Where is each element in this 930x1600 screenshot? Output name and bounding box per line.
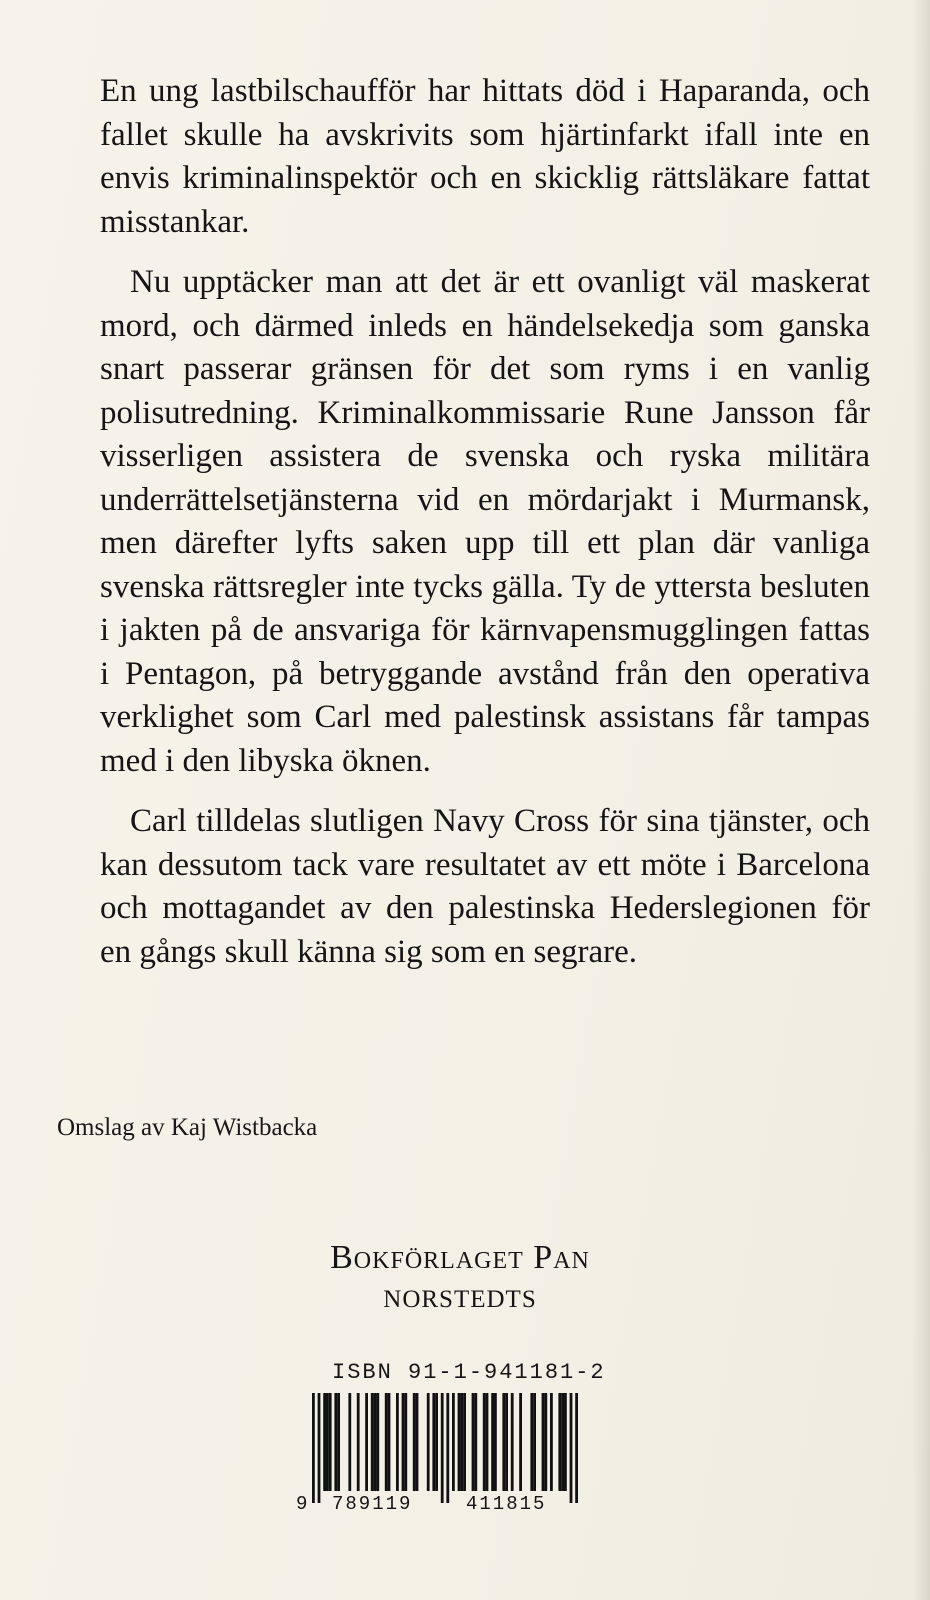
barcode-bar	[435, 1393, 438, 1491]
barcode-bar	[388, 1393, 391, 1491]
barcode-bar	[452, 1393, 455, 1491]
blurb-paragraph: Nu upptäcker man att det är ett ovanligt väl maskerat mord, och därmed inleds en händelsekedja som ganska snart passerar gränsen för det som ryms i en vanlig polisutredning. Kriminalkommissarie Rune Jansson får visserligen assistera de svenska och ryska militära underrättelsetjänsterna vid en mördarjakt i Murmansk, men därefter lyfts saken upp till ett plan där vanliga svenska rättsregler inte tycks gälla. Ty de yttersta besluten i jakten på de ansvariga för kärnvapensmugglingen fattas i Pentagon, på betryggande avstånd från den operativa verklighet som Carl med palestinsk assistans får tampas med i den libyska öknen.	[100, 264, 870, 779]
publisher-name: Bokförlaget Pan	[330, 1239, 590, 1276]
barcode-bar	[463, 1393, 466, 1491]
barcode-bar	[404, 1393, 407, 1491]
barcode-bar	[486, 1393, 489, 1491]
barcode-bar	[365, 1393, 368, 1491]
barcode-bar	[474, 1393, 477, 1491]
publisher-imprint: NORSTEDTS	[383, 1286, 537, 1313]
blurb-paragraph: Carl tilldelas slutligen Navy Cross för sina tjänster, och kan dessutom tack vare resultatet av ett möte i Barcelona och mottagandet av den palestinska Hederslegionen för en gångs skull känna sig som en segrare.	[100, 803, 870, 970]
barcode-guard-bar	[570, 1393, 573, 1503]
barcode-guard-bar	[441, 1393, 444, 1503]
barcode-bar	[357, 1393, 360, 1491]
barcode-bar	[376, 1393, 379, 1491]
barcode-bar	[374, 1393, 377, 1491]
barcode	[296, 1393, 606, 1533]
barcode-bar	[491, 1393, 494, 1491]
barcode-bar	[511, 1393, 514, 1491]
barcode-bar	[326, 1393, 329, 1491]
barcode-bar	[348, 1393, 351, 1491]
blurb-paragraph: En ung lastbilschaufför har hittats död i Haparanda, och fallet skulle ha avskrivits som hjärtinfarkt ifall inte en envis kriminalinspektör och en skicklig rättsläkare fattat misstankar.	[100, 73, 870, 240]
barcode-bar	[432, 1393, 435, 1491]
barcode-left-digits: 789119	[332, 1493, 413, 1515]
barcode-bar	[502, 1393, 505, 1491]
barcode-bar	[458, 1393, 461, 1491]
barcode-guard-bar	[312, 1393, 315, 1503]
barcode-bar	[564, 1393, 567, 1491]
barcode-bar	[427, 1393, 430, 1491]
isbn-number: ISBN 91-1-941181-2	[332, 1360, 606, 1385]
barcode-bar	[519, 1393, 522, 1491]
blurb-text	[100, 70, 870, 974]
barcode-bar	[402, 1393, 405, 1491]
barcode-guard-bar	[575, 1393, 578, 1503]
barcode-bar	[329, 1393, 332, 1491]
barcode-bar	[544, 1393, 547, 1491]
barcode-bar	[323, 1393, 326, 1491]
barcode-bar	[550, 1393, 553, 1491]
barcode-bar	[530, 1393, 533, 1491]
barcode-bar	[542, 1393, 545, 1491]
barcode-bar	[385, 1393, 388, 1491]
barcode-bar	[533, 1393, 536, 1491]
cover-credit: Omslag av Kaj Wistbacka	[57, 1114, 318, 1141]
barcode-guard-bar	[318, 1393, 321, 1503]
barcode-bar	[460, 1393, 463, 1491]
barcode-bar	[494, 1393, 497, 1491]
barcode-bar	[396, 1393, 399, 1491]
publisher-block	[250, 1238, 670, 1316]
barcode-right-digits: 411815	[466, 1493, 547, 1515]
barcode-bar	[413, 1393, 416, 1491]
barcode-bar	[505, 1393, 508, 1491]
barcode-lead-digit: 9	[296, 1493, 310, 1515]
barcode-bar	[483, 1393, 486, 1491]
barcode-bar	[558, 1393, 561, 1491]
barcode-bar	[334, 1393, 337, 1491]
barcode-bars	[312, 1393, 592, 1503]
barcode-bar	[561, 1393, 564, 1491]
barcode-bar	[472, 1393, 475, 1491]
barcode-bar	[416, 1393, 419, 1491]
barcode-bar	[371, 1393, 374, 1491]
barcode-guard-bar	[446, 1393, 449, 1503]
barcode-bar	[337, 1393, 340, 1491]
